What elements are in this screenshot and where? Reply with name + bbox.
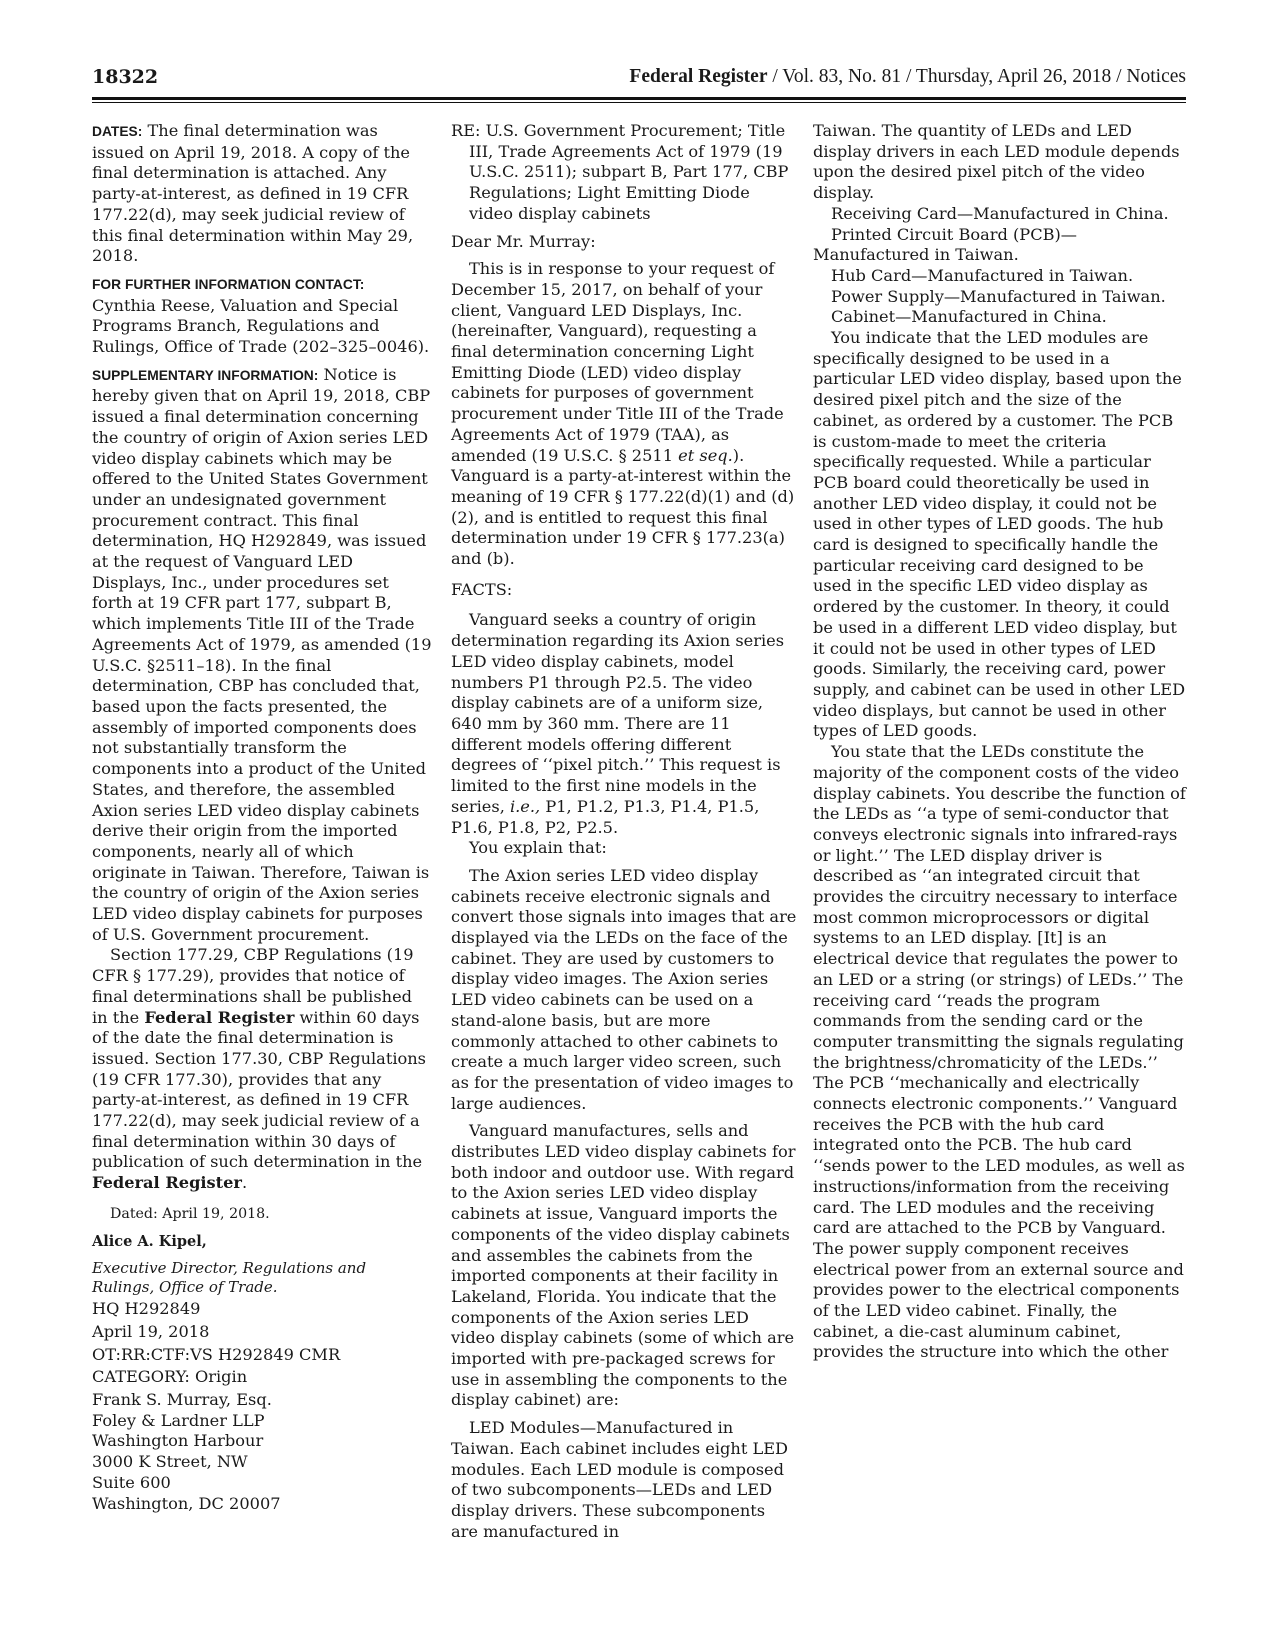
dates-label: DATES: xyxy=(92,124,143,139)
hub-card-item: Hub Card—Manufactured in Taiwan. xyxy=(831,265,1134,285)
section-paragraph xyxy=(92,945,432,1193)
supplementary-text: Notice is hereby given that on April 19, 2018, CBP issued a final determination concerning the country of origin of Axion series LED video display cabinets which may be offered to the United States Government under an undesignated government procurement contract. This final determination, HQ H292849, was issued at the request of Vanguard LED Displays, Inc., under procedures set forth at 19 CFR part 177, subpart B, which implements Title III of the Trade Agreements Act of 1979, as amended (19 U.S.C. §2511–18). In the final determination, CBP has concluded that, based upon the facts presented, the assembly of imported components does not substantially transform the components into a product of the United States, and therefore, the assembled Axion series LED video display cabinets derive their origin from the imported components, nearly all of which originate in Taiwan. Therefore, Taiwan is the country of origin of the Axion series LED video display cabinets for purposes of U.S. Government procurement. xyxy=(92,364,432,944)
address-line-6: Washington, DC 20007 xyxy=(92,1493,281,1513)
section-text-a: Section 177.29, CBP Regulations (19 CFR § 177.29), provides that notice of final determinations shall be published in the xyxy=(92,945,414,1027)
contact-label xyxy=(92,274,432,296)
components-paragraph: You indicate that the LED modules are specifically designed to be used in a particular LED video display, based upon the desired pixel pitch and the size of the cabinet, as ordered by a customer. The PCB is custom-made to meet the criteria specifically requested. While a particular PCB board could theoretically be used in another LED video display, it could not be used in other types of LED goods. The hub card is designed to specifically handle the particular receiving card designed to be used in the specific LED video display as ordered by the customer. In theory, it could be used in a different LED video display, but it could not be used in other types of LED goods. Similarly, the receiving card, power supply, and cabinet can be used in other LED video displays, but cannot be used in other types of LED goods. xyxy=(813,328,1186,741)
facts-paragraph-2: The Axion series LED video display cabinets receive electronic signals and convert those signals into images that are displayed via the LEDs on the face of the cabinet. They are used by customers to display video images. The Axion series LED video cabinets can be used on a stand-alone basis, but are more commonly attached to other cabinets to create a much larger video screen, such as for the presentation of video images to large audiences. xyxy=(451,865,797,1113)
dated-line: Dated: April 19, 2018. xyxy=(110,1205,270,1222)
page-header xyxy=(92,66,1186,94)
re-line: RE: U.S. Government Procurement; Title III, Trade Agreements Act of 1979 (19 U.S.C. 2511); subpart B, Part 177, CBP Regulations; Light Emitting Diode video display cabinets xyxy=(451,121,789,223)
led-modules-item: LED Modules—Manufactured in Taiwan. Each cabinet includes eight LED modules. Each LED module is composed of two subcomponents—LEDs and LED display drivers. These subcomponents are manufactured in xyxy=(451,1418,789,1541)
reference-code: OT:RR:CTF:VS H292849 CMR xyxy=(92,1344,341,1364)
journal-name: Federal Register xyxy=(629,66,768,87)
address-line-5: Suite 600 xyxy=(92,1472,171,1492)
led-function-paragraph: You state that the LEDs constitute the majority of the component costs of the video display cabinets. You describe the function of the LEDs as ‘‘a type of semi-conductor that conveys electronic signals into infrared-rays or light.’’ The LED display driver is described as ‘‘an integrated circuit that provides the circuitry necessary to interface most common microprocessors or digital systems to an LED display. [It] is an electrical device that regulates the power to an LED or a string (or strings) of LEDs.’’ The receiving card ‘‘reads the program commands from the sending card or the computer transmitting the signals regulating the brightness/chromaticity of the LEDs.’’ The PCB ‘‘mechanically and electrically connects electronic components.’’ Vanguard receives the PCB with the hub card integrated onto the PCB. The hub card ‘‘sends power to the LED modules, as well as instructions/information from the receiving card. The LED modules and the receiving card are attached to the PCB by Vanguard. The power supply component receives electrical power from an external source and provides power to the electrical components of the LED video cabinet. Finally, the cabinet, a die-cast aluminum cabinet, provides the structure into which the other xyxy=(813,742,1186,1362)
header-rule-thin xyxy=(92,102,1186,103)
column-1 xyxy=(92,121,432,1514)
power-supply-item: Power Supply—Manufactured in Taiwan. xyxy=(831,286,1166,306)
cabinet-item: Cabinet—Manufactured in China. xyxy=(831,307,1107,327)
section-text-end: . xyxy=(241,1173,248,1193)
ie-abbrev: i.e., xyxy=(509,796,541,816)
pcb-item: Printed Circuit Board (PCB)—Manufactured in Taiwan. xyxy=(813,224,1077,265)
letter-p1-b: ). Vanguard is a party-at-interest within the meaning of 19 CFR § 177.22(d)(1) and (d)(2), and is entitled to request this final determination under 19 CFR § 177.23(a) and (b). xyxy=(451,445,795,569)
issue-info: / Vol. 83, No. 81 / Thursday, April 26, 2018 / Notices xyxy=(767,66,1186,87)
page-number: 18322 xyxy=(92,66,159,88)
receiving-card-item: Receiving Card—Manufactured in China. xyxy=(831,203,1169,223)
et-seq: et seq. xyxy=(678,445,733,465)
dates-text: The final determination was issued on April 19, 2018. A copy of the final determination is attached. Any party-at-interest, as defined in 19 CFR 177.22(d), may seek judicial review of this final determination within May 29, 2018. xyxy=(92,121,414,266)
contact-label-text: FOR FURTHER INFORMATION CONTACT: xyxy=(92,276,365,292)
signer-title: Executive Director, Regulations and Rulings, Office of Trade. xyxy=(92,1259,367,1297)
signer-name: Alice A. Kipel, xyxy=(92,1232,207,1250)
federal-register-ref-2: Federal Register xyxy=(92,1173,242,1193)
section-text-b: within 60 days of the date the final determination is issued. Section 177.30, CBP Regulations (19 CFR 177.30), provides that any party-at-interest, as defined in 19 CFR 177.22(d), may seek judicial review of a final determination within 30 days of publication of such determination in the xyxy=(92,1007,426,1172)
led-modules-continued: Taiwan. The quantity of LEDs and LED display drivers in each LED module depends upon the desired pixel pitch of the video display. xyxy=(813,121,1180,203)
header-rule-thick xyxy=(92,97,1186,100)
facts-p1-b: P1, P1.2, P1.3, P1.4, P1.5, P1.6, P1.8, P2, P2.5. xyxy=(451,796,760,837)
address-line-3: Washington Harbour xyxy=(92,1431,264,1451)
contact-text: Cynthia Reese, Valuation and Special Programs Branch, Regulations and Rulings, Office of Trade (202–325–0046). xyxy=(92,295,430,357)
dates-paragraph xyxy=(92,121,432,267)
supplementary-paragraph xyxy=(92,365,432,946)
hq-number: HQ H292849 xyxy=(92,1299,201,1319)
facts-paragraph-3: Vanguard manufactures, sells and distributes LED video display cabinets for both indoor and outdoor use. With regard to the Axion series LED video display cabinets at issue, Vanguard imports the components of the video display cabinets and assembles the cabinets from the imported components at their facility in Lakeland, Florida. You indicate that the components of the Axion series LED video display cabinets (some of which are imported with pre-packaged screws for use in assembling the components to the display cabinet) are: xyxy=(451,1121,796,1410)
address-line-4: 3000 K Street, NW xyxy=(92,1452,248,1472)
address-line-1: Frank S. Murray, Esq. xyxy=(92,1390,272,1410)
address-line-2: Foley & Lardner LLP xyxy=(92,1410,265,1430)
letter-p1-a: This is in response to your request of December 15, 2017, on behalf of your client, Vanguard LED Displays, Inc. (hereinafter, Vanguard), requesting a final determination concerning Light Emitting Diode (LED) video display cabinets for purposes of government procurement under Title III of the Trade Agreements Act of 1979 (TAA), as amended (19 U.S.C. § 2511 xyxy=(451,259,784,465)
letter-date: April 19, 2018 xyxy=(92,1321,210,1341)
salutation: Dear Mr. Murray: xyxy=(451,231,596,251)
column-3 xyxy=(813,121,1186,1363)
facts-paragraph-1 xyxy=(451,610,797,838)
running-header xyxy=(629,66,1186,88)
federal-register-ref: Federal Register xyxy=(144,1007,295,1027)
explain-line: You explain that: xyxy=(469,838,607,858)
supplementary-label: SUPPLEMENTARY INFORMATION: xyxy=(92,367,319,383)
facts-heading: FACTS: xyxy=(451,579,513,599)
letter-paragraph-1 xyxy=(451,259,797,570)
column-2 xyxy=(451,121,797,1542)
facts-p1-a: Vanguard seeks a country of origin determination regarding its Axion series LED video display cabinets, model numbers P1 through P2.5. The video display cabinets are of a uniform size, 640 mm by 360 mm. There are 11 different models offering different degrees of ‘‘pixel pitch.’’ This request is limited to the first nine models in the series, xyxy=(451,610,785,816)
category-line: CATEGORY: Origin xyxy=(92,1367,248,1387)
